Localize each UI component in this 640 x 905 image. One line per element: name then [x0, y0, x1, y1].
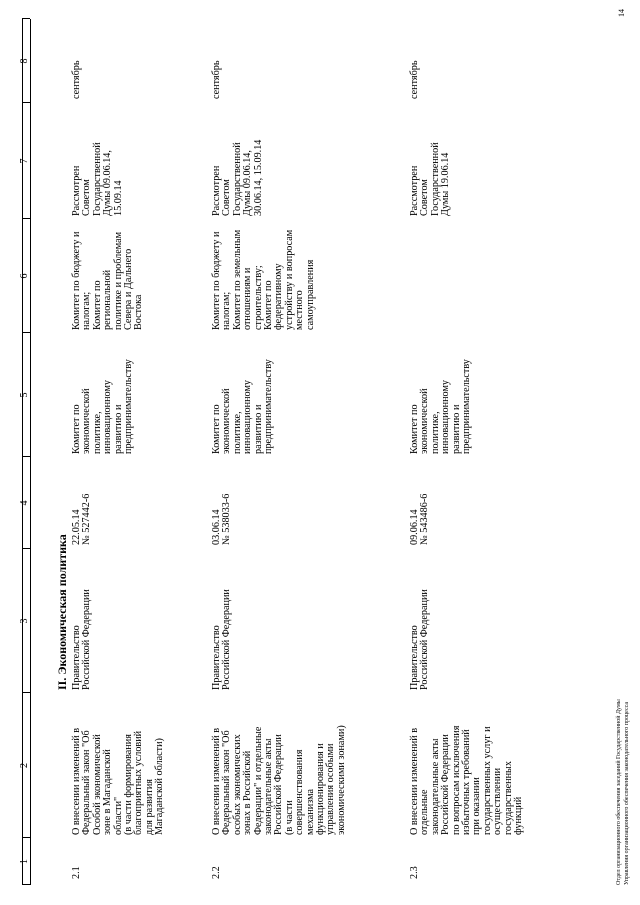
bill-initiator: Правительство Российской Федерации [211, 589, 233, 690]
section-title: II. Экономическая политика [55, 534, 69, 690]
co-executor-committees: Комитет по бюджету и налогам; Комитет по региональной политике и проблемам Севера и Дальнего Востока [71, 231, 145, 330]
header-bottom-border [30, 19, 31, 885]
page-number: 14 [617, 9, 626, 17]
footer-department: Отдел организационного обеспечения заседаний Государственной Думы [616, 699, 622, 885]
column-number: 3 [19, 618, 30, 624]
bill-title: О внесении изменений в отдельные законодательные акты Российской Федерации по вопросам исключения избыточных требований при оказании государственных услуг и осуществлении государственных функций [409, 725, 525, 835]
column-number: 7 [19, 158, 30, 164]
bill-title: О внесении изменений в Федеральный закон "Об Особой экономической зоне в Магаданской области" (в части формирования благоприятных условий для развития Магаданской области) [71, 728, 166, 835]
row-number: 2.1 [71, 866, 82, 879]
column-number: 5 [19, 392, 30, 398]
responsible-committee: Комитет по экономической политике, инновационному развитию и предпринимательству [211, 359, 275, 454]
column-number: 4 [19, 500, 30, 506]
review-status: Рассмотрен Советом Государственной Думы 09.06.14, 15.09.14 [71, 142, 124, 216]
responsible-committee: Комитет по экономической политике, инновационному развитию и предпринимательству [71, 359, 135, 454]
row-number: 2.2 [211, 866, 222, 879]
co-executor-committees: Комитет по бюджету и налогам; Комитет по земельным отношениям и строительству; Комитет по федеративному устройству и вопросам местного самоуправления [211, 229, 316, 330]
column-number: 1 [19, 859, 30, 864]
planned-month: сентябрь [211, 60, 222, 99]
column-number: 6 [19, 273, 30, 279]
row-number: 2.3 [409, 866, 420, 879]
bill-registration: 03.06.14 № 538033-6 [211, 493, 233, 545]
review-status: Рассмотрен Советом Государственной Думы 09.06.14, 30.06.14, 15.09.14 [211, 139, 264, 216]
column-number: 2 [19, 763, 30, 768]
bill-registration: 22.05.14 № 527442-6 [71, 493, 93, 545]
bill-registration: 09.06.14 № 543486-6 [409, 493, 431, 545]
responsible-committee: Комитет по экономической политике, инновационному развитию и предпринимательству [409, 359, 473, 454]
bill-initiator: Правительство Российской Федерации [71, 589, 93, 690]
planned-month: сентябрь [71, 60, 82, 99]
review-status: Рассмотрен Советом Государственной Думы 19.06.14 [409, 142, 452, 216]
footer-directorate: Управления организационного обеспечения законодательного процесса [624, 701, 630, 885]
bill-title: О внесении изменений в Федеральный закон "Об особых экономических зонах в Российской Федерации" и отдельные законодательные акты Российской Федерации (в части совершенствования механизма функционирования и управления особыми экономическими зонами) [211, 725, 347, 835]
bill-initiator: Правительство Российской Федерации [409, 589, 431, 690]
column-number: 8 [19, 58, 30, 64]
planned-month: сентябрь [409, 60, 420, 99]
